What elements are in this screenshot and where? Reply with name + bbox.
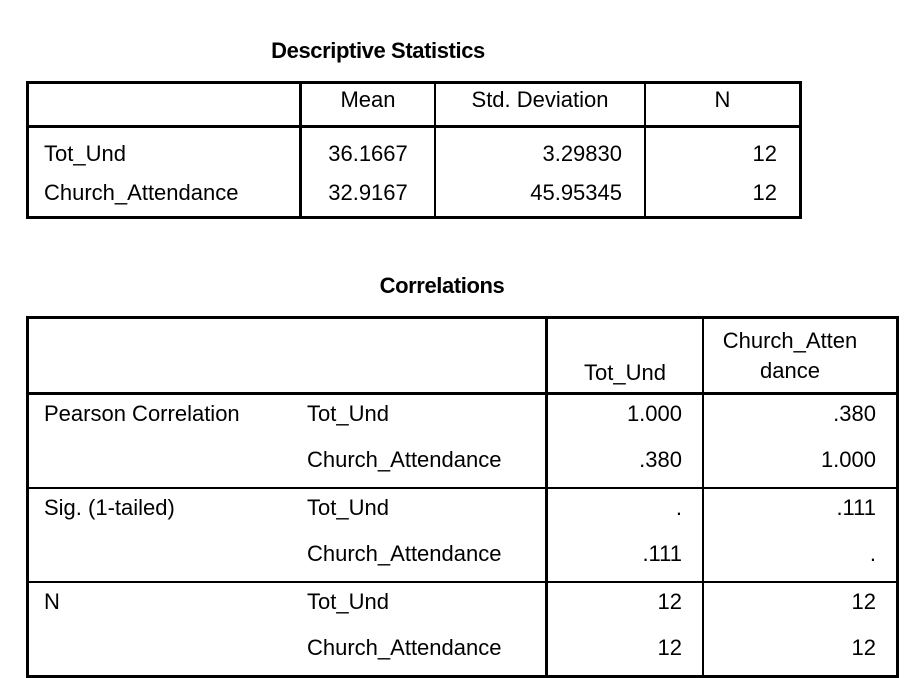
- descriptive-statistics-table: [26, 81, 802, 219]
- header-cell-mean: Mean: [301, 83, 436, 127]
- tot-und-value: 1.000: [547, 394, 704, 442]
- row-label: Tot_Und: [28, 127, 301, 174]
- n-value: 12: [752, 140, 777, 166]
- descriptive-statistics-title: Descriptive Statistics: [271, 38, 485, 63]
- church-attendance-value: .111: [836, 495, 876, 520]
- table-row: [28, 488, 898, 535]
- header-cell-empty: [304, 318, 547, 394]
- table-row: [28, 629, 898, 677]
- church-attendance-value: .380: [833, 401, 876, 426]
- table-header-row: [28, 83, 801, 127]
- table-row: [28, 127, 801, 174]
- tot-und-value: .380: [547, 441, 704, 488]
- std-deviation-value: 45.95345: [435, 173, 645, 218]
- church-attendance-value: 1.000: [703, 441, 898, 488]
- correlations-title: Correlations: [379, 273, 505, 298]
- variable-label: Tot_Und: [304, 394, 547, 442]
- table-row: [28, 441, 898, 488]
- variable-label: Tot_Und: [304, 488, 547, 535]
- group-label: N: [44, 589, 60, 614]
- variable-label: Tot_Und: [304, 582, 547, 629]
- table-header-row: [28, 318, 898, 394]
- group-label-spacer: [28, 535, 305, 582]
- header-cell-n: N: [645, 83, 801, 127]
- variable-label: Church_Attendance: [304, 535, 547, 582]
- header-cell-empty: [28, 318, 305, 394]
- tot-und-value: 12: [547, 629, 704, 677]
- header-cell-church-attendance: Church_Atten dance: [703, 318, 898, 394]
- variable-label: Church_Attendance: [304, 441, 547, 488]
- tot-und-value: .: [547, 488, 704, 535]
- group-label-spacer: [28, 629, 305, 677]
- table-row: [28, 582, 898, 629]
- correlations-table: [26, 316, 899, 678]
- header-cell-empty: [28, 83, 301, 127]
- tot-und-value: .111: [547, 535, 704, 582]
- group-label-spacer: [28, 441, 305, 488]
- std-deviation-value: 3.29830: [435, 127, 645, 174]
- table-row: [28, 535, 898, 582]
- church-attendance-value: .: [703, 535, 898, 582]
- n-value: 12: [752, 179, 777, 205]
- variable-label: Church_Attendance: [304, 629, 547, 677]
- table-row: [28, 394, 898, 442]
- church-attendance-value: 12: [851, 589, 876, 614]
- header-cell-std-deviation: Std. Deviation: [435, 83, 645, 127]
- mean-value: 36.1667: [301, 127, 436, 174]
- tot-und-value: 12: [547, 582, 704, 629]
- table-row: [28, 173, 801, 218]
- church-attendance-value: 12: [851, 635, 876, 660]
- header-cell-tot-und: Tot_Und: [547, 318, 704, 394]
- group-label: Sig. (1-tailed): [44, 495, 175, 520]
- mean-value: 32.9167: [301, 173, 436, 218]
- row-label: Church_Attendance: [28, 173, 301, 218]
- group-label: Pearson Correlation: [44, 401, 240, 426]
